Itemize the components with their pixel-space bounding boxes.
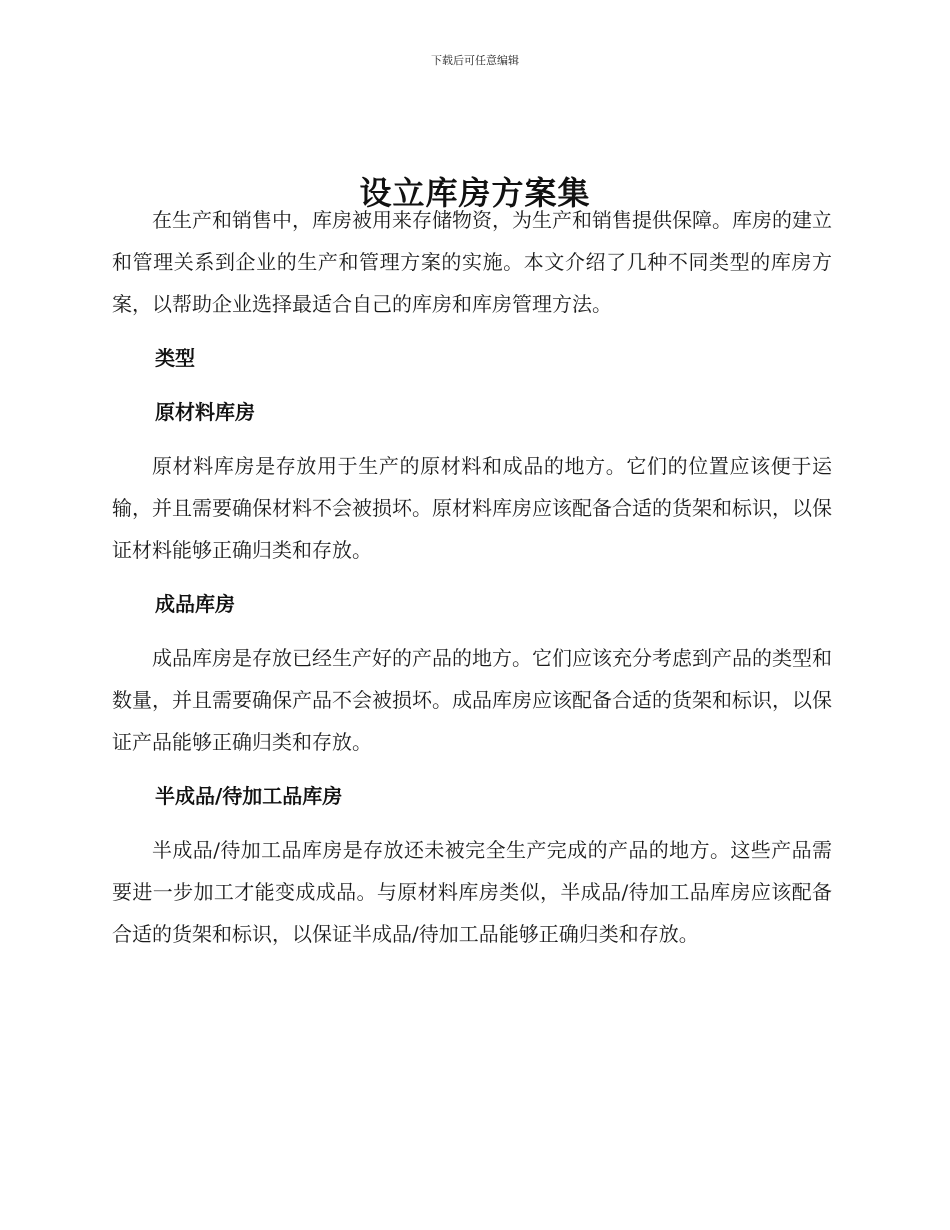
spacer: [112, 325, 832, 337]
spacer: [112, 817, 832, 829]
paragraph-finished-goods-warehouse: 成品库房是存放已经生产好的产品的地方。它们应该充分考虑到产品的类型和数量，并且需要确保产品不会被损坏。成品库房应该配备合适的货架和标识，以保证产品能够正确归类和存放。: [112, 646, 832, 754]
spacer: [112, 763, 832, 775]
section-heading-types: 类型: [155, 346, 195, 370]
document-body: [112, 199, 832, 955]
intro-paragraph: 在生产和销售中，库房被用来存储物资，为生产和销售提供保障。库房的建立和管理关系到企业的生产和管理方案的实施。本文介绍了几种不同类型的库房方案，以帮助企业选择最适合自己的库房和库房管理方法。: [112, 208, 832, 316]
spacer: [112, 571, 832, 583]
paragraph-semi-finished-warehouse: 半成品/待加工品库房是存放还未被完全生产完成的产品的地方。这些产品需要进一步加工才能变成成品。与原材料库房类似，半成品/待加工品库房应该配备合适的货架和标识，以保证半成品/待加工品能够正确归类和存放。: [112, 838, 832, 946]
spacer: [112, 379, 832, 391]
heading-raw-material-warehouse: 原材料库房: [155, 400, 255, 424]
spacer: [112, 433, 832, 445]
document-title: 设立库房方案集: [359, 174, 591, 213]
spacer: [112, 625, 832, 637]
heading-finished-goods-warehouse: 成品库房: [155, 592, 235, 616]
heading-semi-finished-warehouse: 半成品/待加工品库房: [155, 784, 343, 808]
paragraph-raw-material-warehouse: 原材料库房是存放用于生产的原材料和成品的地方。它们的位置应该便于运输，并且需要确保材料不会被损坏。原材料库房应该配备合适的货架和标识，以保证材料能够正确归类和存放。: [112, 454, 832, 562]
header-note: 下载后可任意编辑: [431, 54, 519, 67]
